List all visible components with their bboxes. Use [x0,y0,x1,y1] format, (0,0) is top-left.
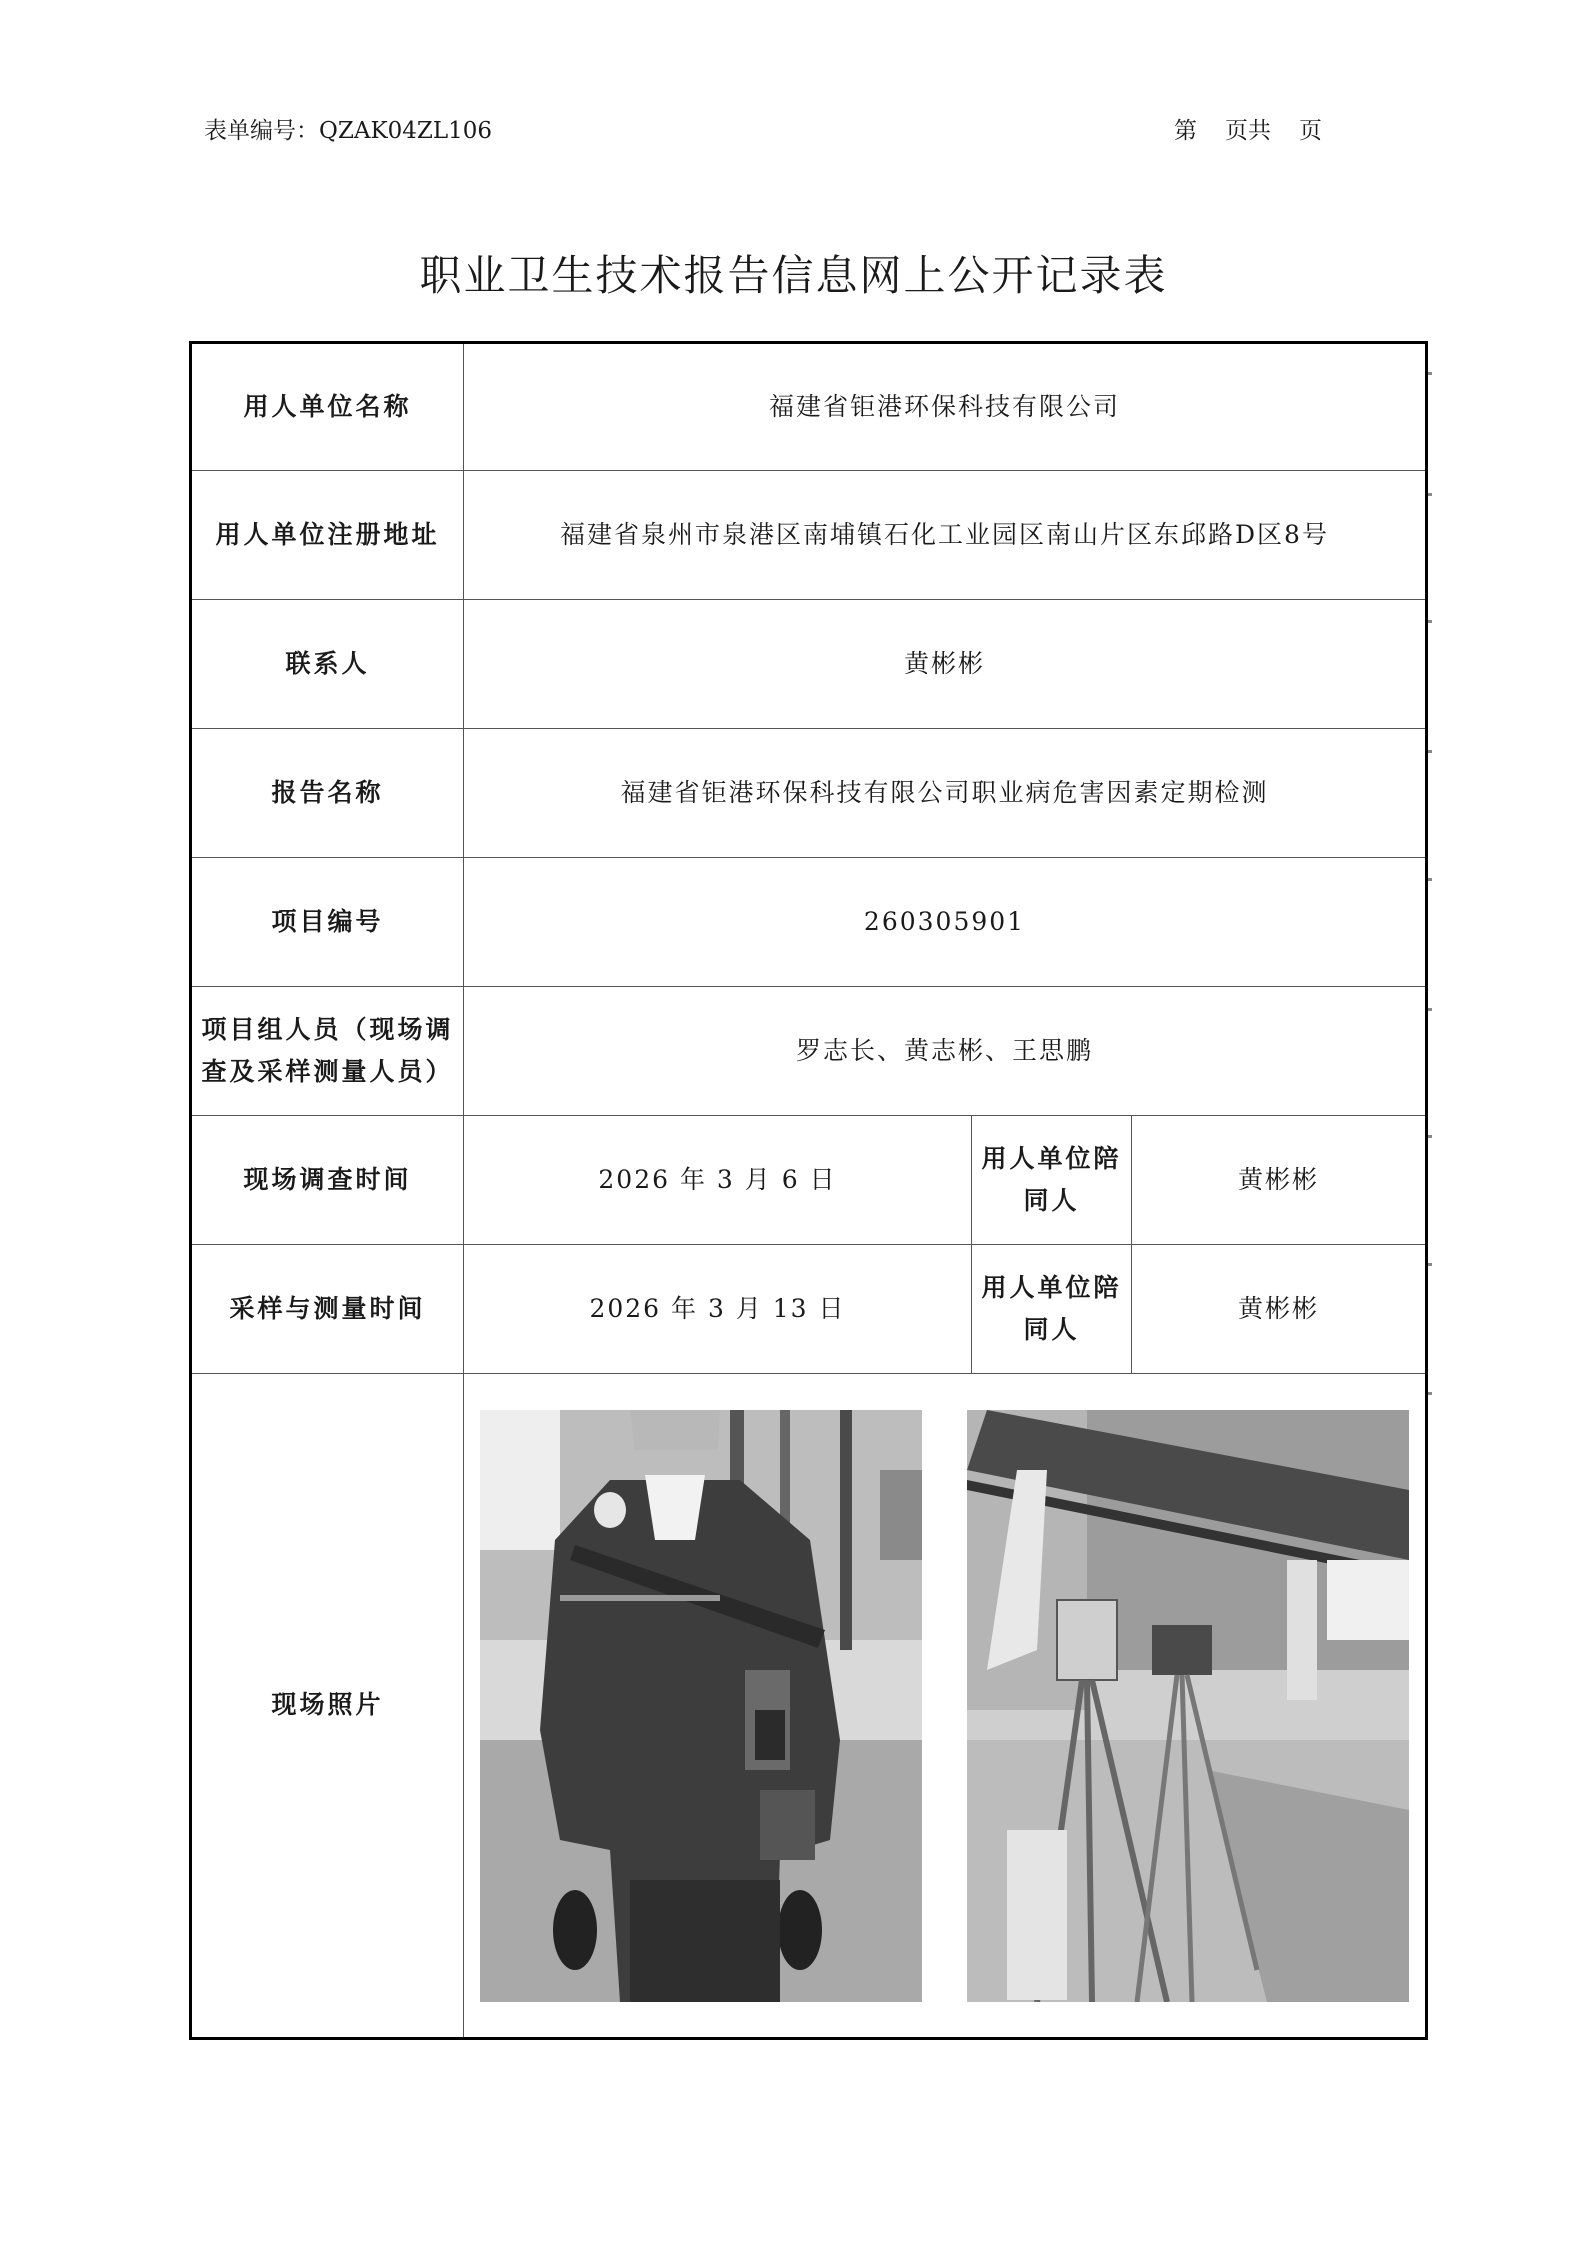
edge-mark [1428,1392,1432,1395]
team-value: 罗志长、黄志彬、王思鹏 [464,987,1427,1116]
form-number: 表单编号：QZAK04ZL106 [204,118,493,144]
record-table [189,341,1428,2040]
row-photos [191,1374,1427,2039]
sampling-escort-value: 黄彬彬 [1132,1245,1427,1374]
report-name-label: 报告名称 [191,729,464,858]
edge-mark [1428,372,1432,375]
survey-time-label: 现场调查时间 [191,1116,464,1245]
edge-mark [1428,1263,1432,1266]
row-team [191,987,1427,1116]
edge-mark [1428,493,1432,496]
edge-mark [1428,750,1432,753]
row-sampling-time [191,1245,1427,1374]
contact-label: 联系人 [191,600,464,729]
page-end: 页 [1299,118,1322,144]
edge-mark [1428,1135,1432,1138]
equipment-photo-image [967,1410,1409,2002]
report-name-value: 福建省钜港环保科技有限公司职业病危害因素定期检测 [464,729,1427,858]
edge-mark [1428,1008,1432,1011]
site-photo-equipment [967,1410,1409,2002]
employer-name-label: 用人单位名称 [191,343,464,471]
page-ye: 页共 [1225,118,1271,144]
survey-time-value: 2026 年 3 月 6 日 [464,1116,972,1245]
site-photo-worker [480,1410,922,2002]
page-info [1174,112,1322,145]
employer-name-value: 福建省钜港环保科技有限公司 [464,343,1427,471]
survey-escort-label: 用人单位陪同人 [972,1116,1132,1245]
sampling-time-label: 采样与测量时间 [191,1245,464,1374]
contact-value: 黄彬彬 [464,600,1427,729]
sampling-escort-label: 用人单位陪同人 [972,1245,1132,1374]
project-no-value: 260305901 [464,858,1427,987]
row-employer-address [191,471,1427,600]
employer-address-label: 用人单位注册地址 [191,471,464,600]
employer-address-value: 福建省泉州市泉港区南埔镇石化工业园区南山片区东邱路D区8号 [464,471,1427,600]
edge-mark [1428,878,1432,881]
document-title: 职业卫生技术报告信息网上公开记录表 [419,251,1168,300]
row-project-no [191,858,1427,987]
sampling-time-value: 2026 年 3 月 13 日 [464,1245,972,1374]
photos-cell [464,1374,1427,2039]
row-report-name [191,729,1427,858]
team-label: 项目组人员（现场调查及采样测量人员） [191,987,464,1116]
worker-photo-image [480,1410,922,2002]
row-survey-time [191,1116,1427,1245]
row-employer-name [191,343,1427,471]
row-contact [191,600,1427,729]
edge-mark [1428,620,1432,623]
survey-escort-value: 黄彬彬 [1132,1116,1427,1245]
photos-label: 现场照片 [191,1374,464,2039]
page-di: 第 [1174,118,1197,144]
project-no-label: 项目编号 [191,858,464,987]
